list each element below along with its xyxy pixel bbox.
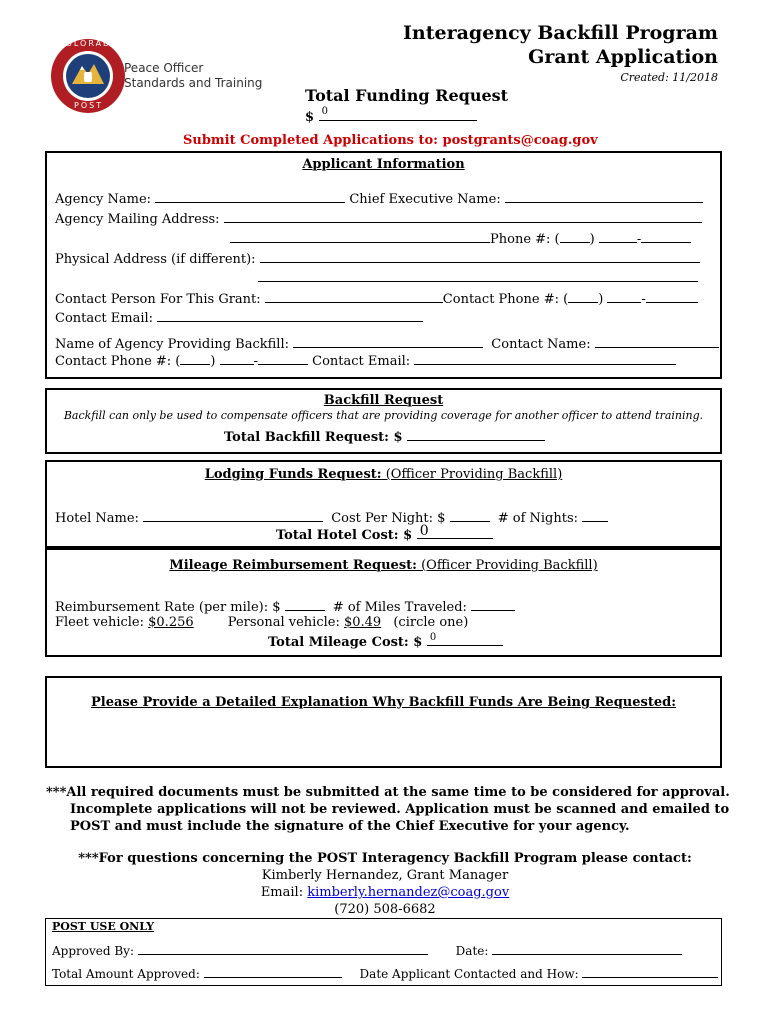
contact-email-input[interactable]: [157, 309, 423, 322]
fleet-vehicle-value: $0.256: [148, 615, 194, 630]
contact-phone-label: Contact Phone #: (: [442, 292, 569, 307]
hotel-name-label: Hotel Name:: [55, 511, 139, 526]
contact-person-label: Contact Person For This Grant:: [55, 292, 261, 307]
total-funding-field[interactable]: [305, 108, 477, 126]
mileage-rate-row: [55, 598, 515, 616]
hotel-name-input[interactable]: [143, 509, 323, 522]
mileage-rate-input[interactable]: [285, 598, 325, 611]
cost-per-night-input[interactable]: [450, 509, 490, 522]
mileage-heading-suffix: (Officer Providing Backfill): [416, 558, 598, 573]
total-mileage-input[interactable]: [427, 633, 503, 646]
total-approved-row: [52, 965, 718, 981]
total-approved-input[interactable]: [204, 965, 342, 978]
personal-vehicle-value: $0.49: [343, 615, 382, 630]
total-funding-value: 0: [321, 106, 328, 117]
mailing-address-label: Agency Mailing Address:: [55, 212, 220, 227]
contact-person-input[interactable]: [265, 290, 443, 303]
backfill-agency-label: Name of Agency Providing Backfill:: [55, 337, 290, 352]
backfill-contact-row: [55, 352, 676, 370]
explanation-heading: Please Provide a Detailed Explanation Why Backfill Funds Are Being Requested:: [91, 695, 676, 710]
total-backfill-row: [224, 428, 545, 446]
lodging-heading-suffix: (Officer Providing Backfill): [381, 467, 563, 482]
backfill-contact-name-input[interactable]: [595, 335, 719, 348]
grant-manager-email-label: Email:: [260, 885, 308, 900]
approved-by-row: [52, 942, 682, 958]
required-docs-note-line2: Incomplete applications will not be reviewed. Application must be scanned and emailed to: [70, 802, 730, 817]
explanation-section[interactable]: [45, 676, 722, 768]
total-hotel-label: Total Hotel Cost: $: [276, 528, 413, 543]
personal-vehicle-option[interactable]: [228, 615, 381, 630]
backfill-phone-paren: ): [210, 354, 216, 369]
physical-address-label: Physical Address (if different):: [55, 252, 256, 267]
lodging-heading: [45, 467, 722, 483]
cost-per-night-label: Cost Per Night: $: [331, 511, 446, 526]
title-line1: Interagency Backfill Program: [403, 22, 718, 44]
physical-address-row: [55, 250, 700, 268]
nights-label: # of Nights:: [497, 511, 579, 526]
backfill-agency-row: [55, 335, 719, 353]
seal-top-text: COLORADO: [58, 39, 120, 48]
total-mileage-value: 0: [429, 632, 437, 643]
fleet-vehicle-label: Fleet vehicle:: [55, 615, 149, 630]
grant-manager-name: Kimberly Hernandez, Grant Manager: [261, 868, 509, 883]
total-funding-label: Total Funding Request: [305, 86, 509, 105]
contact-phone-line-input[interactable]: [646, 290, 698, 303]
contact-heading: ***For questions concerning the POST Interagency Backfill Program please contact:: [78, 851, 692, 866]
phone-dash: -: [636, 232, 642, 247]
logo-text-line1: Peace Officer: [124, 61, 204, 75]
contact-phone-dash: -: [641, 292, 646, 307]
miles-label: # of Miles Traveled:: [332, 600, 467, 615]
phone-area-input[interactable]: [560, 230, 590, 243]
agency-name-label: Agency Name:: [55, 192, 152, 207]
phone-prefix-input[interactable]: [599, 230, 637, 243]
mailing-address-row2: [230, 230, 691, 248]
backfill-phone-area-input[interactable]: [180, 352, 210, 365]
total-hotel-input[interactable]: [417, 523, 493, 539]
chief-exec-label: Chief Executive Name:: [349, 192, 501, 207]
chief-exec-input[interactable]: [505, 190, 703, 203]
created-date: Created: 11/2018: [620, 71, 718, 84]
total-mileage-label: Total Mileage Cost: $: [268, 635, 423, 650]
backfill-phone-dash: -: [253, 354, 259, 369]
approval-date-input[interactable]: [492, 942, 682, 955]
grant-manager-email-row: [0, 885, 770, 901]
personal-vehicle-label: Personal vehicle:: [227, 615, 344, 630]
mileage-heading: [45, 558, 722, 574]
total-backfill-input[interactable]: [407, 428, 545, 441]
backfill-note: Backfill can only be used to compensate officers that are providing coverage for another officer to attend training.: [63, 409, 704, 422]
mileage-heading-label: Mileage Reimbursement Request:: [169, 558, 417, 573]
total-hotel-row: [276, 523, 493, 544]
total-mileage-row: [268, 633, 503, 651]
submit-instructions: Submit Completed Applications to: postgrants@coag.gov: [183, 133, 598, 148]
contact-email-label: Contact Email:: [55, 311, 154, 326]
approved-by-input[interactable]: [138, 942, 428, 955]
backfill-heading: Backfill Request: [323, 393, 444, 408]
backfill-phone-prefix-input[interactable]: [220, 352, 254, 365]
contact-phone-area-input[interactable]: [568, 290, 598, 303]
total-hotel-value: 0: [419, 523, 429, 539]
contact-phone-prefix-input[interactable]: [607, 290, 641, 303]
seal-bottom-text: POST: [74, 101, 104, 110]
miles-input[interactable]: [471, 598, 515, 611]
backfill-contact-phone-label: Contact Phone #: (: [55, 354, 181, 369]
total-backfill-label: Total Backfill Request: $: [224, 430, 403, 445]
contact-email-row: [55, 309, 423, 327]
physical-address-input2[interactable]: [258, 281, 698, 282]
phone-label: Phone #: (: [490, 232, 560, 247]
grant-manager-phone: (720) 508-6682: [334, 902, 436, 917]
agency-name-input[interactable]: [155, 190, 345, 203]
contact-phone-paren: ): [598, 292, 604, 307]
date-contacted-input[interactable]: [582, 965, 718, 978]
total-approved-label: Total Amount Approved:: [52, 967, 200, 981]
hotel-row: [55, 509, 608, 527]
vehicle-row: [55, 615, 468, 631]
total-funding-dollar: $: [305, 110, 315, 125]
backfill-agency-input[interactable]: [293, 335, 483, 348]
contact-person-row: [55, 290, 698, 308]
required-docs-note-line3: POST and must include the signature of the Chief Executive for your agency.: [70, 819, 630, 834]
phone-line-input[interactable]: [641, 230, 691, 243]
total-funding-input[interactable]: [319, 108, 477, 121]
backfill-contact-name-label: Contact Name:: [491, 337, 591, 352]
mailing-address-input[interactable]: [224, 210, 702, 223]
date-contacted-label: Date Applicant Contacted and How:: [359, 967, 579, 981]
mailing-address-row: [55, 210, 702, 228]
post-use-heading: POST USE ONLY: [52, 920, 155, 933]
required-docs-note-line1: ***All required documents must be submitted at the same time to be considered for approval.: [46, 785, 730, 800]
lodging-heading-label: Lodging Funds Request:: [204, 467, 382, 482]
approval-date-label: Date:: [455, 944, 489, 958]
circle-one-note: (circle one): [393, 615, 469, 630]
title-line2: Grant Application: [528, 46, 718, 68]
mileage-rate-label: Reimbursement Rate (per mile): $: [55, 600, 281, 615]
agency-name-row: [55, 190, 703, 208]
phone-paren: ): [589, 232, 595, 247]
logo-text-line2: Standards and Training: [124, 76, 263, 90]
backfill-phone-line-input[interactable]: [258, 352, 308, 365]
nights-input[interactable]: [582, 509, 608, 522]
fleet-vehicle-option[interactable]: [55, 615, 194, 630]
applicant-heading: Applicant Information: [302, 157, 465, 172]
backfill-contact-email-input[interactable]: [414, 352, 676, 365]
mailing-address-input2[interactable]: [230, 230, 490, 243]
grant-manager-email-link[interactable]: kimberly.hernandez@coag.gov: [307, 885, 510, 900]
physical-address-input[interactable]: [260, 250, 700, 263]
backfill-contact-email-label: Contact Email:: [312, 354, 411, 369]
approved-by-label: Approved By:: [52, 944, 135, 958]
